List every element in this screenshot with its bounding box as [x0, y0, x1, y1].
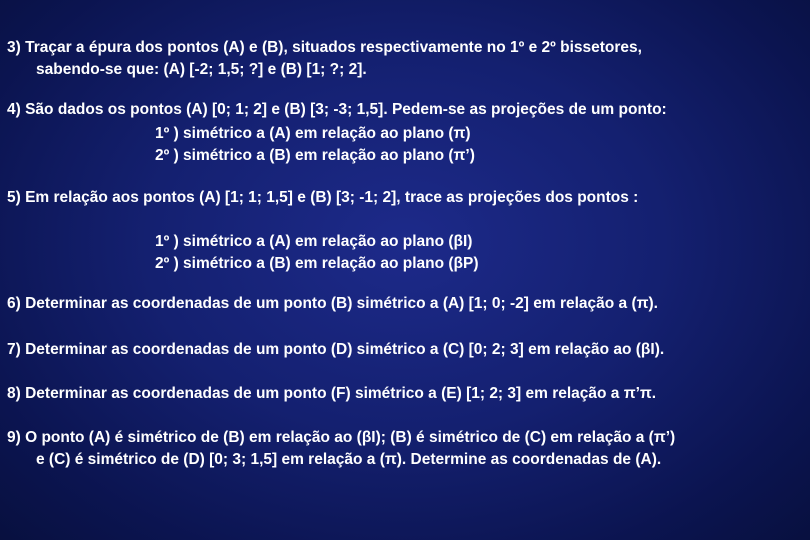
item-9-line-2: e (C) é simétrico de (D) [0; 3; 1,5] em relação a (π). Determine as coordenadas de (A). [36, 451, 662, 468]
item-6-line-1: 6) Determinar as coordenadas de um ponto (B) simétrico a (A) [1; 0; -2] em relação a (π). [7, 295, 658, 312]
item-4-line-3: 2º ) simétrico a (B) em relação ao plano (π’) [155, 147, 475, 164]
item-3-line-1: 3) Traçar a épura dos pontos (A) e (B), situados respectivamente no 1º e 2º bissetores, [7, 39, 642, 56]
item-9-line-1: 9) O ponto (A) é simétrico de (B) em relação ao (βI); (B) é simétrico de (C) em relação a (π’) [7, 429, 676, 446]
item-5-line-3: 2º ) simétrico a (B) em relação ao plano (βP) [155, 255, 479, 272]
item-7-line-1: 7) Determinar as coordenadas de um ponto (D) simétrico a (C) [0; 2; 3] em relação ao (βI). [7, 341, 665, 358]
item-3-line-2: sabendo-se que: (A) [-2; 1,5; ?] e (B) [1; ?; 2]. [36, 61, 367, 78]
item-5-line-2: 1º ) simétrico a (A) em relação ao plano (βI) [155, 233, 473, 250]
item-4-line-1: 4) São dados os pontos (A) [0; 1; 2] e (B) [3; -3; 1,5]. Pedem-se as projeções de um ponto: [7, 101, 667, 118]
item-8-line-1: 8) Determinar as coordenadas de um ponto (F) simétrico a (E) [1; 2; 3] em relação a π’π. [7, 385, 657, 402]
item-5-line-1: 5) Em relação aos pontos (A) [1; 1; 1,5] e (B) [3; -1; 2], trace as projeções dos pontos : [7, 189, 639, 206]
item-4-line-2: 1º ) simétrico a (A) em relação ao plano (π) [155, 125, 471, 142]
